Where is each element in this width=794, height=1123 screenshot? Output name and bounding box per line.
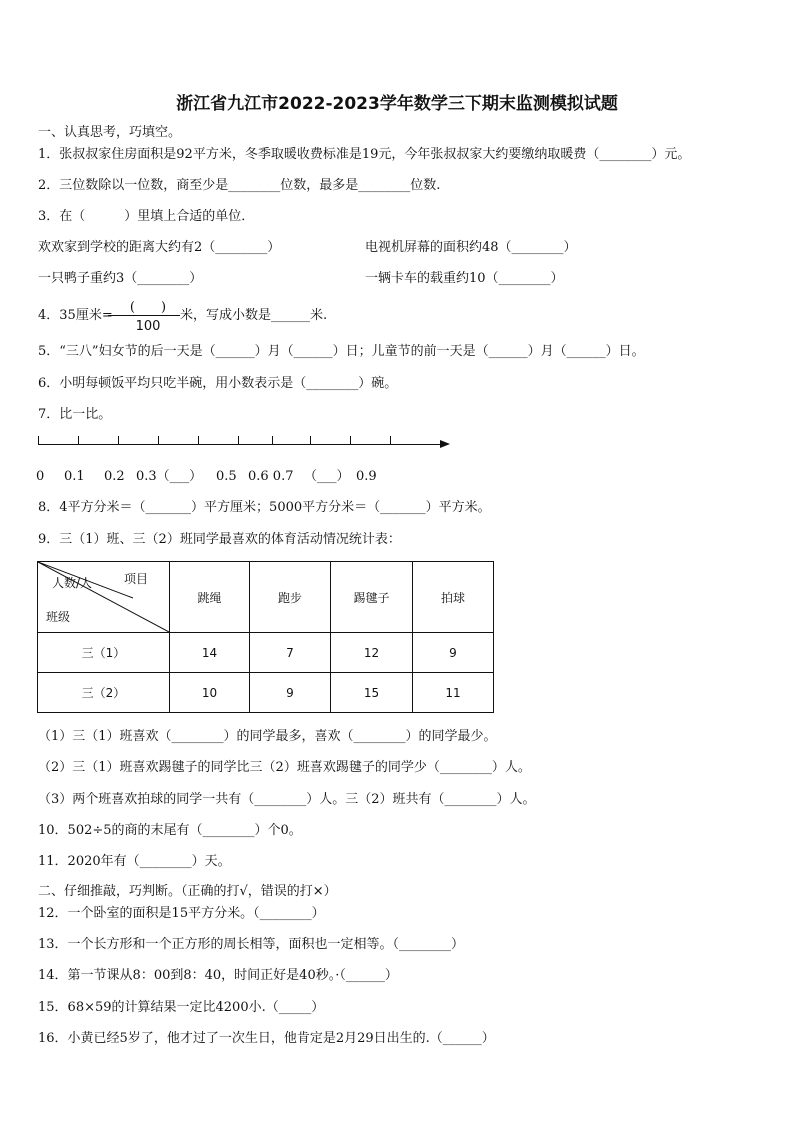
- table-cell: 12: [331, 633, 413, 673]
- question-7: 7．比一比。: [38, 407, 112, 422]
- question-3: 3．在（ ）里填上合适的单位．: [38, 209, 255, 224]
- question-3-item-d: 一辆卡车的载重约10（________）: [365, 271, 564, 286]
- number-line-label: 0.5: [216, 469, 237, 484]
- question-2: 2．三位数除以一位数，商至少是________位数，最多是________位数.: [38, 178, 441, 193]
- number-line-label: 0.3（___）: [136, 469, 203, 484]
- question-10: 10．502÷5的商的末尾有（________）个0。: [38, 823, 302, 838]
- number-line-tick: [118, 436, 119, 445]
- page-title: 浙江省九江市2022-2023学年数学三下期末监测模拟试题: [176, 94, 618, 114]
- question-14: 14．第一节课从8：00到8：40，时间正好是40秒。·（______）: [38, 968, 398, 983]
- table-cell: 14: [170, 633, 250, 673]
- number-line-tick: [158, 436, 159, 445]
- number-line-arrow-icon: [440, 440, 450, 448]
- question-3-item-c: 一只鸭子重约3（________）: [38, 271, 203, 286]
- table-row: [38, 633, 494, 673]
- number-line-label: 0.9: [356, 469, 377, 484]
- question-9-part-2: （2）三（1）班喜欢踢毽子的同学比三（2）班喜欢踢毽子的同学少（________）人。: [38, 760, 531, 775]
- number-line-tick: [310, 436, 311, 445]
- number-line-axis: [38, 444, 442, 445]
- table-header-cell: 踢毽子: [331, 562, 413, 633]
- question-4-prefix: 4．35厘米=: [38, 308, 113, 323]
- table-cell: 15: [331, 673, 413, 713]
- number-line-label: 0.6 0.7: [248, 469, 294, 484]
- question-4-suffix: 米，写成小数是______米.: [180, 308, 328, 323]
- question-16: 16．小黄已经5岁了，他才过了一次生日，他肯定是2月29日出生的.（______）: [38, 1031, 495, 1046]
- sports-statistics-table: [37, 561, 494, 713]
- table-cell: 9: [413, 633, 494, 673]
- question-4-fraction-bar: [108, 315, 180, 316]
- number-line-tick: [198, 436, 199, 445]
- table-cell: 10: [170, 673, 250, 713]
- table-cell: 9: [250, 673, 331, 713]
- table-header-row: [38, 562, 494, 633]
- number-line-label: 0.2: [104, 469, 125, 484]
- section-2-heading: 二、仔细推敲，巧判断。（正确的打√，错误的打×）: [38, 884, 337, 899]
- number-line-tick: [272, 436, 273, 445]
- corner-label-class: 班级: [46, 610, 71, 624]
- number-line-tick: [238, 436, 239, 445]
- question-9-part-3: （3）两个班喜欢拍球的同学一共有（________）人。三（2）班共有（________）人。: [38, 792, 536, 807]
- question-11: 11．2020年有（________）天。: [38, 854, 231, 869]
- question-4-fraction-denominator: 100: [135, 319, 161, 334]
- number-line-label: 0.1: [64, 469, 85, 484]
- question-4-fraction-numerator: ( ): [129, 300, 167, 315]
- table-row-label: 三（1）: [38, 633, 170, 673]
- number-line-label: （___）: [304, 469, 350, 484]
- question-9: 9．三（1）班、三（2）班同学最喜欢的体育活动情况统计表：: [38, 532, 401, 547]
- question-6: 6．小明每顿饭平均只吃半碗，用小数表示是（________）碗。: [38, 376, 398, 391]
- number-line-tick: [78, 436, 79, 445]
- number-line-tick: [390, 436, 391, 445]
- question-1: 1．张叔叔家住房面积是92平方米，冬季取暖收费标准是19元，今年张叔叔家大约要缴纳取暖费（________）元。: [38, 147, 691, 162]
- number-line-tick: [350, 436, 351, 445]
- table-header-cell: 跑步: [250, 562, 331, 633]
- number-line-label: 0: [36, 469, 45, 484]
- table-corner-cell: [38, 562, 170, 633]
- corner-label-item: 项目: [124, 572, 149, 586]
- question-3-item-b: 电视机屏幕的面积约48（________）: [365, 240, 577, 255]
- question-12: 12．一个卧室的面积是15平方分米。（________）: [38, 906, 325, 921]
- question-13: 13．一个长方形和一个正方形的周长相等，面积也一定相等。（________）: [38, 937, 465, 952]
- number-line-tick: [38, 436, 39, 445]
- table-header-cell: 拍球: [413, 562, 494, 633]
- table-cell: 7: [250, 633, 331, 673]
- question-8: 8．4平方分米＝（_______）平方厘米；5000平方分米＝（_______）平方米。: [38, 500, 491, 515]
- question-5: 5．“三八”妇女节的后一天是（______）月（______）日；儿童节的前一天是（______）月（______）日。: [38, 344, 645, 359]
- question-3-item-a: 欢欢家到学校的距离大约有2（________）: [38, 240, 281, 255]
- question-9-part-1: （1）三（1）班喜欢（________）的同学最多，喜欢（________）的同学最少。: [38, 729, 497, 744]
- table-header-cell: 跳绳: [170, 562, 250, 633]
- table-row: [38, 673, 494, 713]
- question-15: 15．68×59的计算结果一定比4200小.（_____）: [38, 1000, 325, 1015]
- table-cell: 11: [413, 673, 494, 713]
- section-1-heading: 一、认真思考，巧填空。: [38, 125, 182, 140]
- table-row-label: 三（2）: [38, 673, 170, 713]
- corner-label-count: 人数/人: [52, 576, 93, 590]
